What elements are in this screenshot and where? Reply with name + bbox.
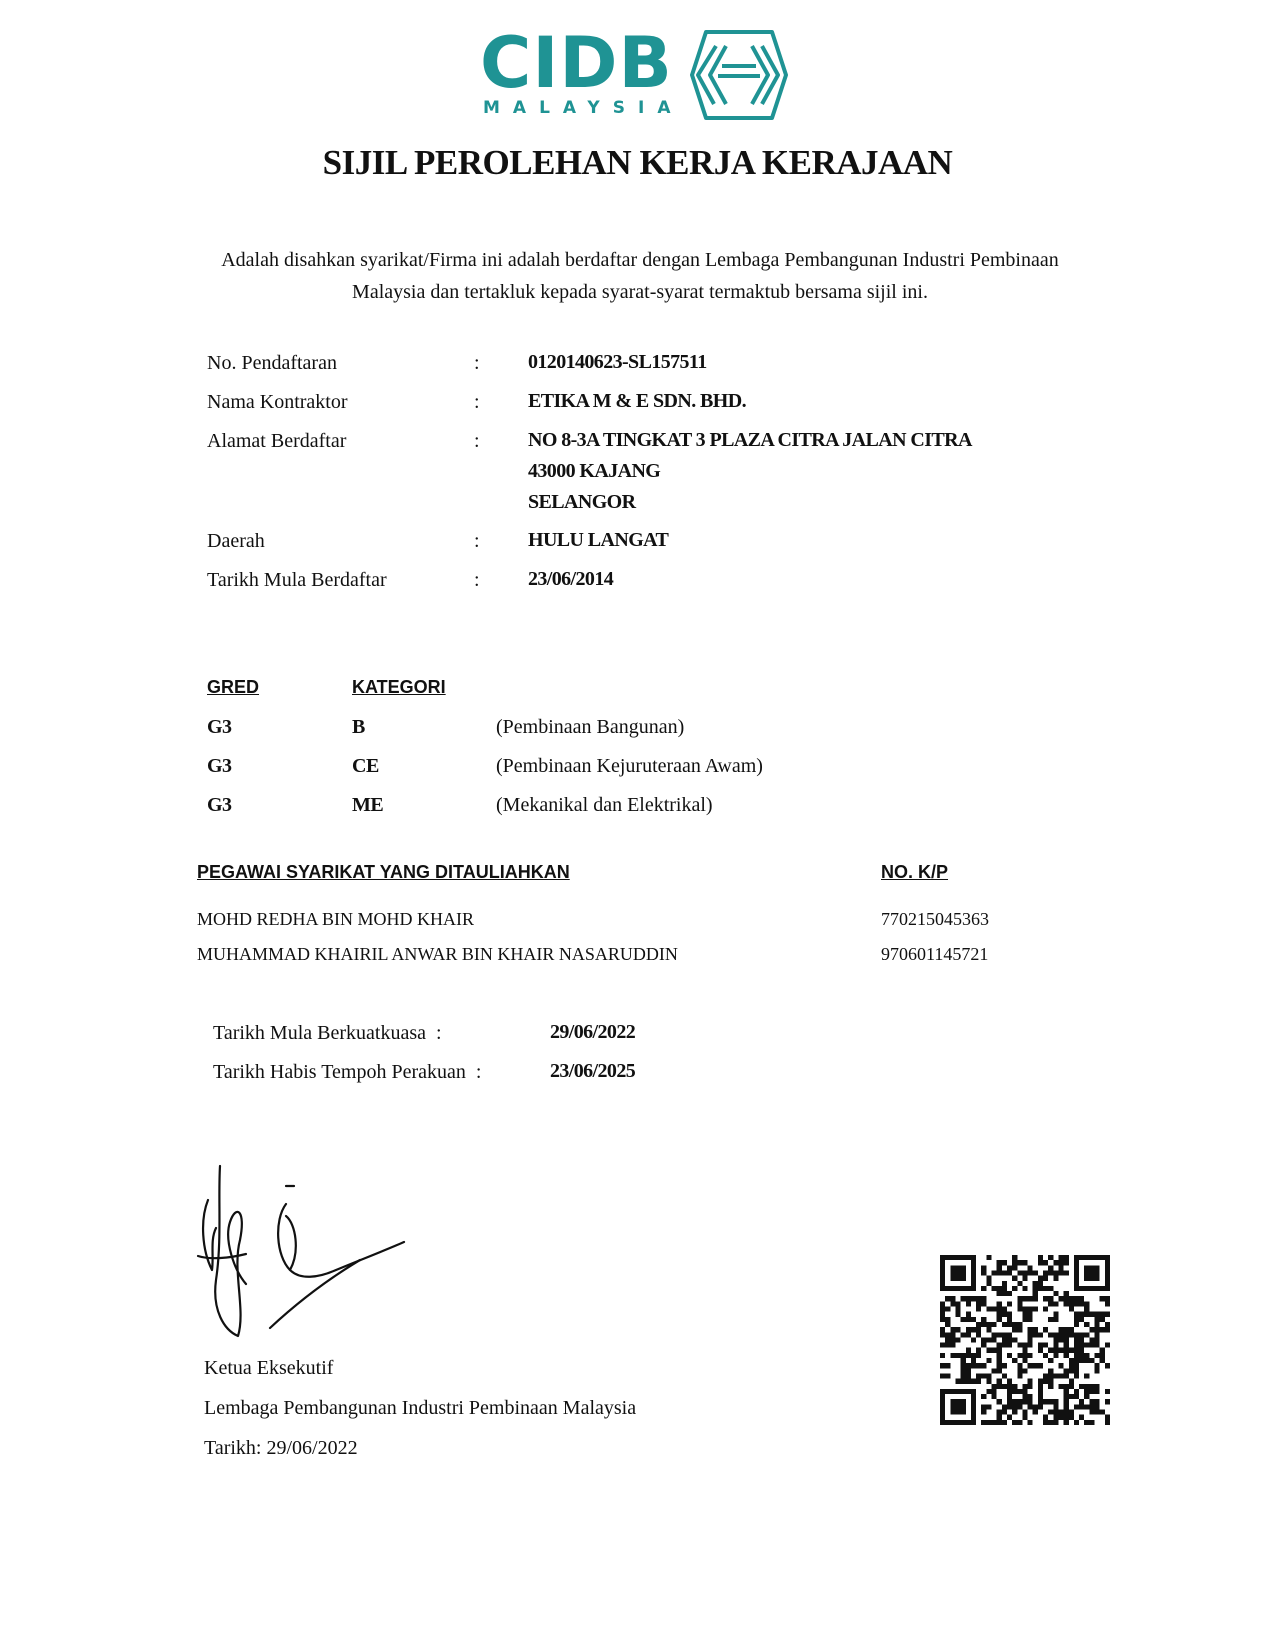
signatory-org: Lembaga Pembangunan Industri Pembinaan Malaysia bbox=[204, 1397, 637, 1419]
logo-emblem-icon bbox=[676, 30, 788, 120]
category-header: KATEGORI bbox=[352, 677, 446, 697]
address-line-3: SELANGOR bbox=[528, 491, 636, 513]
signatory-block bbox=[204, 1348, 636, 1468]
grade-header: GRED bbox=[207, 677, 260, 697]
colon: : bbox=[474, 430, 480, 452]
address-label: Alamat Berdaftar bbox=[207, 430, 347, 452]
district-label: Daerah bbox=[207, 530, 265, 552]
address-value bbox=[528, 425, 972, 518]
category-cell: CE bbox=[352, 755, 379, 777]
staff-name-header: PEGAWAI SYARIKAT YANG DITAULIAHKAN bbox=[197, 862, 570, 882]
staff-name: MUHAMMAD KHAIRIL ANWAR BIN KHAIR NASARUDDIN bbox=[197, 944, 678, 964]
signature bbox=[190, 1160, 420, 1340]
validity-start-value: 29/06/2022 bbox=[550, 1021, 636, 1043]
logo-subtitle: MALAYSIA bbox=[483, 98, 684, 118]
intro-line-2: Malaysia dan tertakluk kepada syarat-syarat termaktub bersama sijil ini. bbox=[352, 281, 928, 303]
signatory-date: Tarikh: 29/06/2022 bbox=[204, 1437, 358, 1459]
category-description: (Mekanikal dan Elektrikal) bbox=[496, 794, 713, 816]
logo-wordmark: CIDB bbox=[480, 22, 673, 104]
category-cell: B bbox=[352, 716, 365, 738]
staff-ic: 970601145721 bbox=[881, 944, 989, 964]
contractor-label: Nama Kontraktor bbox=[207, 391, 348, 413]
cidb-logo bbox=[480, 22, 800, 124]
grade-cell: G3 bbox=[207, 716, 232, 738]
reg-date-label: Tarikh Mula Berdaftar bbox=[207, 569, 387, 591]
district-value: HULU LANGAT bbox=[528, 529, 669, 551]
validity-start-label: Tarikh Mula Berkuatkuasa : bbox=[213, 1022, 442, 1044]
grade-cell: G3 bbox=[207, 794, 232, 816]
category-description: (Pembinaan Bangunan) bbox=[496, 716, 685, 738]
validity-expiry-label: Tarikh Habis Tempoh Perakuan : bbox=[213, 1061, 482, 1083]
qr-code-icon bbox=[940, 1255, 1110, 1425]
reg-date-value: 23/06/2014 bbox=[528, 568, 614, 590]
category-cell: ME bbox=[352, 794, 384, 816]
category-description: (Pembinaan Kejuruteraan Awam) bbox=[496, 755, 763, 777]
reg-no-value: 0120140623-SL157511 bbox=[528, 351, 707, 373]
address-line-1: NO 8-3A TINGKAT 3 PLAZA CITRA JALAN CITRA bbox=[528, 429, 972, 451]
address-line-2: 43000 KAJANG bbox=[528, 460, 661, 482]
grade-cell: G3 bbox=[207, 755, 232, 777]
intro-line-1: Adalah disahkan syarikat/Firma ini adalah berdaftar dengan Lembaga Pembangunan Industri Pembinaan bbox=[221, 249, 1059, 271]
staff-ic: 770215045363 bbox=[881, 909, 989, 929]
intro-paragraph bbox=[180, 244, 1100, 308]
colon: : bbox=[474, 530, 480, 552]
validity-expiry-value: 23/06/2025 bbox=[550, 1060, 636, 1082]
staff-name: MOHD REDHA BIN MOHD KHAIR bbox=[197, 909, 475, 929]
colon: : bbox=[474, 352, 480, 374]
colon: : bbox=[474, 569, 480, 591]
colon: : bbox=[474, 391, 480, 413]
contractor-value: ETIKA M & E SDN. BHD. bbox=[528, 390, 746, 412]
staff-ic-header: NO. K/P bbox=[881, 862, 949, 882]
signatory-title: Ketua Eksekutif bbox=[204, 1357, 334, 1379]
reg-no-label: No. Pendaftaran bbox=[207, 352, 337, 374]
certificate-title: SIJIL PEROLEHAN KERJA KERAJAAN bbox=[322, 143, 953, 182]
